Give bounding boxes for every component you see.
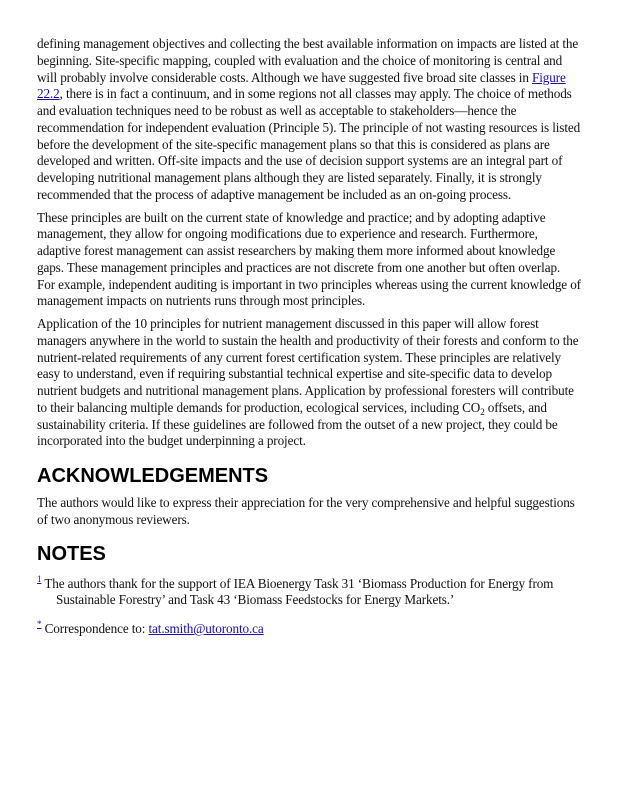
body-paragraph-1 <box>37 36 581 204</box>
email-link[interactable]: tat.smith@utoronto.ca <box>148 621 264 636</box>
note-1-text: The authors thank for the support of IEA Bioenergy Task 31 ‘Biomass Production for Energy from Sustainable Forestry’ and Task 43 ‘Biomass Feedstocks for Energy Markets.’ <box>44 575 554 608</box>
paragraph-3-text-a: Application of the 10 principles for nutrient management discussed in this paper will allow forest managers anywhere in the world to sustain the health and productivity of their forests and conform to the nutrient-related requirements of any current forest certification system. These principles are relatively easy to understand, even if requiring substantial technical expertise and site-specific data to develop nutrient budgets and nutritional management plans. Application by professional foresters will contribute to their balancing multiple demands for production, ecological services, including CO <box>37 316 579 415</box>
acknowledgements-text: The authors would like to express their appreciation for the very comprehensive and helpful suggestions of two anonymous reviewers. <box>37 495 575 527</box>
figure-22-2-link[interactable]: Figure 22.2 <box>37 69 566 102</box>
note-1-backlink[interactable]: 1 <box>37 573 42 584</box>
note-marker <box>37 619 41 629</box>
paragraph-3-text-b: offsets, and sustainability criteria. If these guidelines are followed from the outset of a new project, they could be incorporated into the budget underpinning a project. <box>37 399 558 449</box>
notes-heading: NOTES <box>37 542 106 565</box>
correspondence-backlink[interactable]: * <box>37 619 42 629</box>
paragraph-1-text-b: , there is in fact a continuum, and in some regions not all classes may apply. The choice of methods and evaluation techniques need to be robust as well as acceptable to stakeholders—hence the recommendation for independent evaluation (Principle 5). The principle of not wasting resources is listed before the development of the site-specific management plans so that this is considered as plans are developed and written. Off-site impacts and the use of decision support systems are an integral part of developing nutritional management plans although they are listed separately. Finally, it is strongly recommended that the process of adaptive management be included as an on-going process. <box>37 86 581 202</box>
body-paragraph-2: These principles are built on the current state of knowledge and practice; and by adopting adaptive management, they allow for ongoing modifications due to experience and research. Furthermore, adaptive forest management can assist researchers by making them more informed about knowledge gaps. These management principles and practices are not discrete from one another but often overlap. For example, independent auditing is important in two principles whereas using the current knowledge of management impacts on nutrients runs through most principles. <box>37 209 581 309</box>
co2-subscript: 2 <box>480 406 485 417</box>
note-item <box>37 621 581 638</box>
correspondence-label: Correspondence to: <box>44 621 149 636</box>
note-item <box>37 573 581 610</box>
note-marker <box>37 574 41 584</box>
body-paragraph-3 <box>37 316 581 450</box>
paragraph-1-text-a: defining management objectives and collecting the best available information on impacts are listed at the beginning. Site-specific mapping, coupled with evaluation and the choice of monitoring is central and will probably involve considerable costs. Although we have suggested five broad site classes in <box>37 36 579 85</box>
acknowledgements-heading: ACKNOWLEDGEMENTS <box>37 465 269 487</box>
